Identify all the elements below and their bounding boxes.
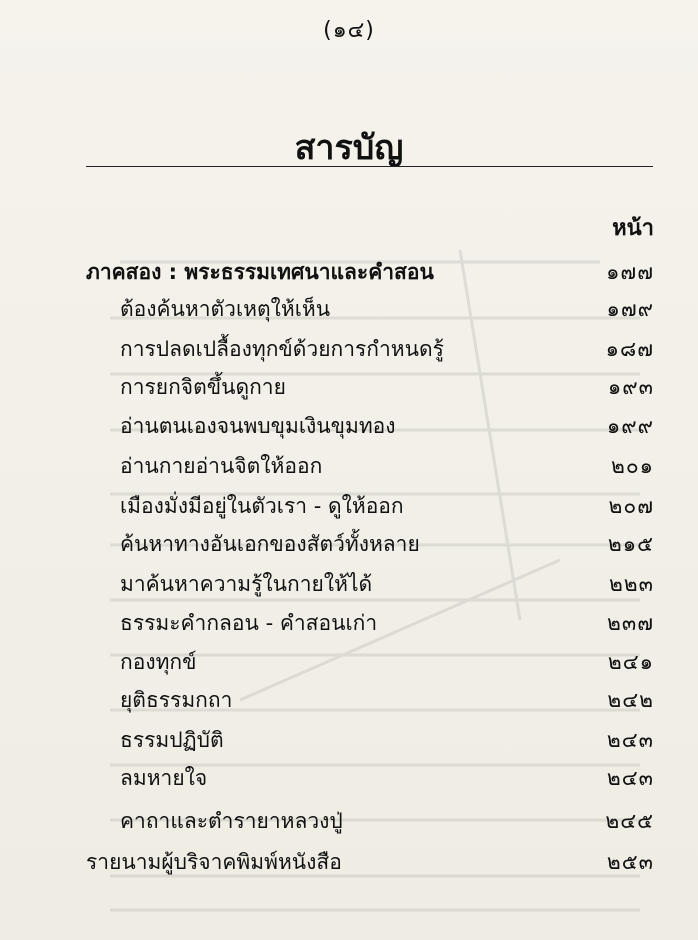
toc-entry: [0, 490, 698, 520]
toc-entry-page: ๒๑๕: [607, 532, 654, 556]
page-number: (๑๔): [323, 18, 375, 43]
toc-entry-title: อ่านกายอ่านจิตให้ออก: [120, 454, 323, 478]
toc-entry-page: ๑๘๗: [605, 337, 654, 361]
page-column-header: หน้า: [612, 216, 654, 241]
toc-entry-page: ๑๗๗: [606, 260, 654, 284]
toc-entry: [0, 371, 698, 401]
toc-entry-page: ๒๕๓: [606, 850, 654, 874]
toc-entry-title: เมืองมั่งมีอยู่ในตัวเรา - ดูให้ออก: [120, 494, 404, 518]
toc-entry-page: ๑๙๙: [606, 414, 654, 438]
toc-entry: [0, 646, 698, 676]
toc-entry-page: ๑๙๓: [607, 375, 654, 399]
toc-entry-page: ๒๔๒: [607, 688, 654, 712]
toc-entry-page: ๒๔๕: [605, 809, 654, 833]
toc-entry-title: ค้นหาทางอันเอกของสัตว์ทั้งหลาย: [120, 532, 420, 556]
toc-entry: [0, 724, 698, 754]
toc-entry-page: ๒๔๓: [606, 728, 654, 752]
toc-entry: [0, 568, 698, 598]
toc-entry-title: ยุติธรรมกถา: [120, 688, 233, 712]
toc-entry-title: ภาคสอง : พระธรรมเทศนาและคำสอน: [86, 260, 434, 284]
toc-entry-page: ๒๔๓: [606, 766, 654, 790]
toc-entry-title: กองทุกข์: [120, 650, 197, 674]
toc-entry: [0, 256, 698, 286]
toc-entry-page: ๒๒๓: [608, 572, 654, 596]
toc-entry-title: ลมหายใจ: [120, 766, 208, 790]
toc-entry-title: คาถาและตำรายาหลวงปู่: [120, 809, 343, 833]
toc-entry: [0, 607, 698, 637]
toc-entry-title: การยกจิตขึ้นดูกาย: [120, 375, 286, 399]
toc-entry: [0, 762, 698, 792]
toc-entry-title: ธรรมะคำกลอน - คำสอนเก่า: [120, 611, 378, 635]
toc-entry: [0, 333, 698, 363]
toc-entry-title: รายนามผู้บริจาคพิมพ์หนังสือ: [86, 850, 342, 874]
toc-entry-title: อ่านตนเองจนพบขุมเงินขุมทอง: [120, 414, 396, 438]
page-title: สารบัญ: [294, 128, 404, 168]
toc-entry-page: ๒๐๑: [611, 454, 654, 478]
toc-entry-title: การปลดเปลื้องทุกข์ด้วยการกำหนดรู้: [120, 337, 444, 361]
toc-entry: [0, 684, 698, 714]
toc-entry-page: ๒๓๗: [607, 611, 654, 635]
toc-entry-title: ต้องค้นหาตัวเหตุให้เห็น: [120, 297, 331, 321]
toc-entry-title: มาค้นหาความรู้ในกายให้ได้: [120, 572, 373, 596]
toc-entry: [0, 293, 698, 323]
toc-entry-page: ๒๔๑: [607, 650, 654, 674]
toc-entry: [0, 528, 698, 558]
toc-entry: [0, 410, 698, 440]
toc-entry-page: ๒๐๗: [608, 494, 654, 518]
toc-entry-page: ๑๗๙: [606, 297, 654, 321]
toc-entry: [0, 846, 698, 876]
toc-entry: [0, 805, 698, 835]
toc-entry: [0, 450, 698, 480]
title-divider: [86, 166, 653, 167]
toc-entry-title: ธรรมปฏิบัติ: [120, 728, 224, 752]
